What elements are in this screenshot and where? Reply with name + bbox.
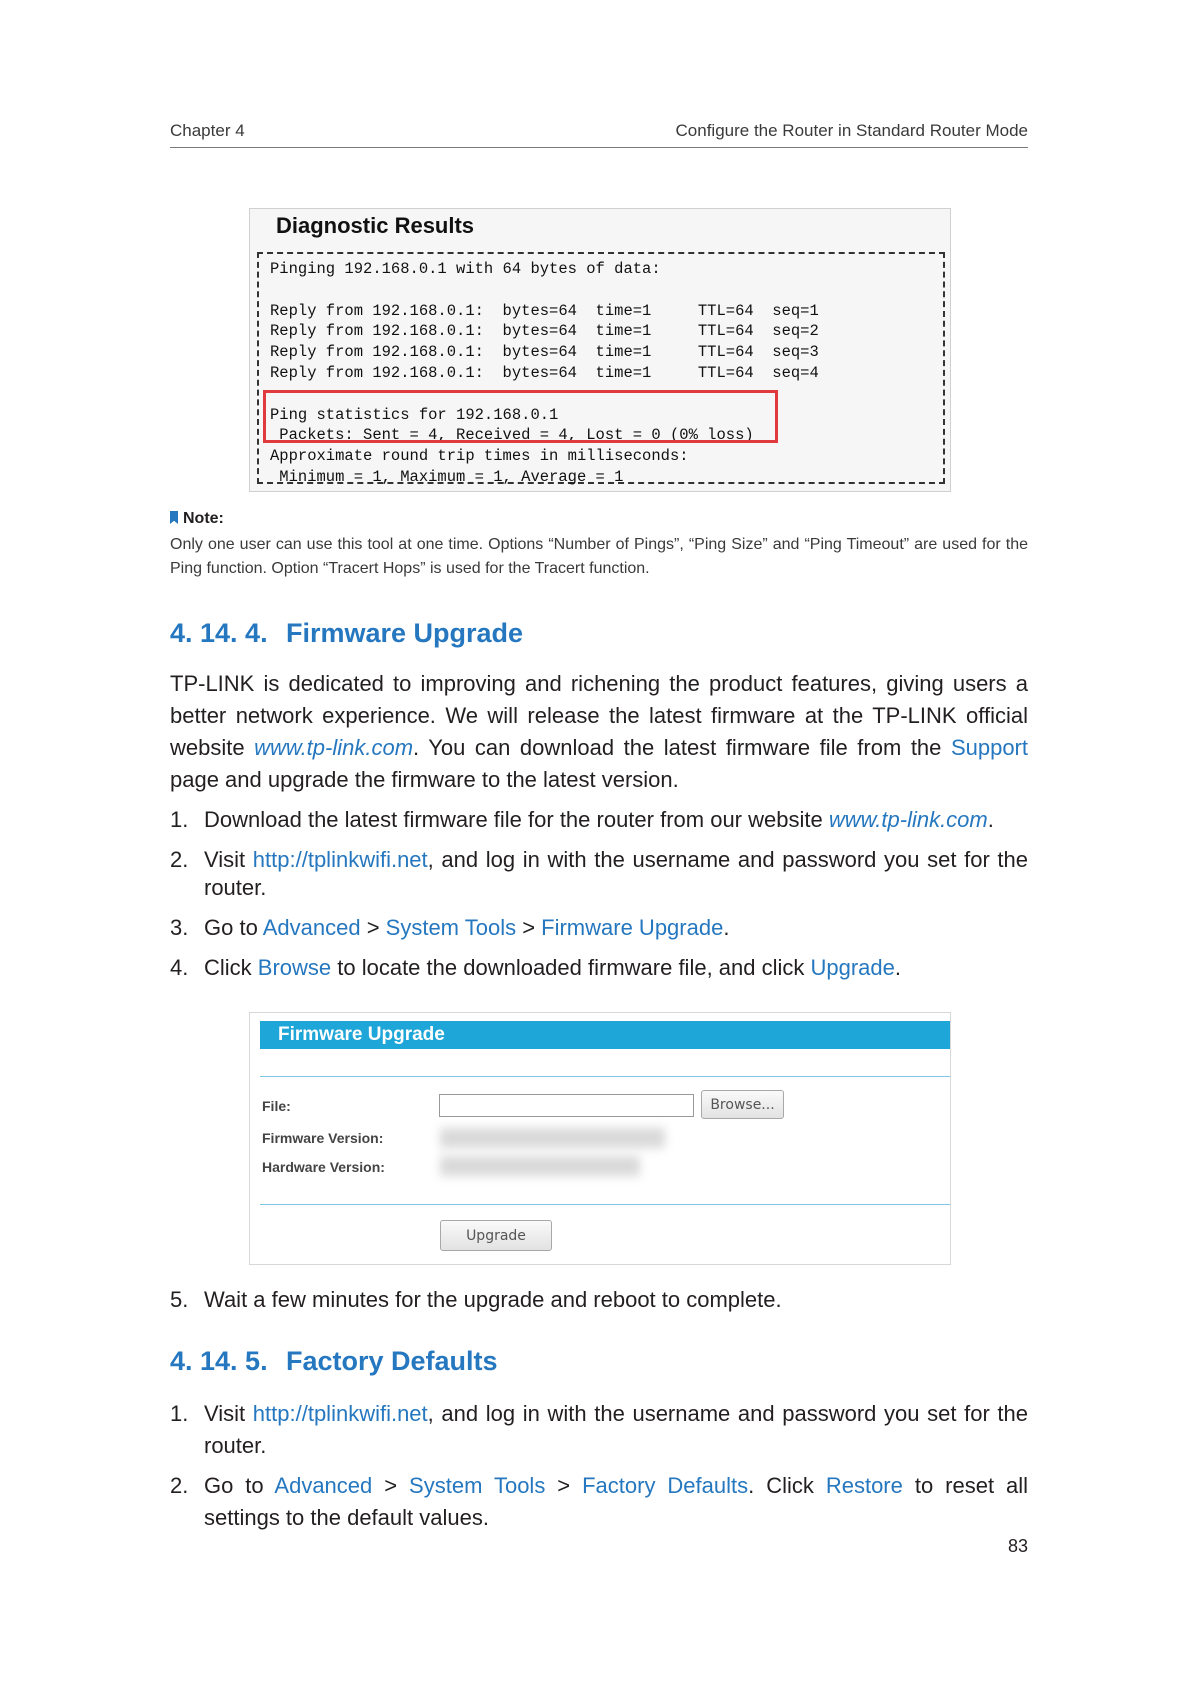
- separator: >: [360, 915, 386, 940]
- section-number: 4. 14. 5.: [170, 1346, 268, 1376]
- file-label: File:: [262, 1098, 291, 1114]
- list-number: 3.: [170, 915, 189, 940]
- upgrade-link[interactable]: Upgrade: [810, 955, 895, 980]
- intro-text: page and upgrade the firmware to the latest version.: [170, 767, 679, 792]
- step-text: , and log in with the username and password you set for the router.: [204, 847, 1028, 900]
- divider: [260, 1076, 950, 1077]
- system-tools-link[interactable]: System Tools: [409, 1473, 546, 1498]
- diagnostic-title: Diagnostic Results: [276, 213, 475, 238]
- hardware-version-label: Hardware Version:: [262, 1159, 385, 1175]
- list-number: 2.: [170, 847, 189, 872]
- list-item: [170, 806, 1028, 834]
- step-text: .: [894, 955, 902, 980]
- firmware-version-value-blurred: [440, 1128, 665, 1148]
- separator: >: [372, 1473, 410, 1498]
- upgrade-button[interactable]: Upgrade: [440, 1220, 552, 1251]
- file-input[interactable]: [439, 1094, 694, 1117]
- system-tools-link[interactable]: System Tools: [385, 915, 517, 940]
- separator: >: [516, 915, 542, 940]
- step-text: Go to: [204, 1473, 275, 1498]
- diagnostic-output: Pinging 192.168.0.1 with 64 bytes of data: Reply from 192.168.0.1: bytes=64 time=1 TTL=64 seq=1 Reply from 192.168.0.1: bytes=64 time=1 TTL=64 seq=2 Reply from 192.168.0.1: bytes=64 time=1 TTL=64 seq=3 Reply from 192.168.0.1: bytes=64 time=1 TTL=64 seq=4 Ping statistics for 192.168.0.1 Packets: Sent = 4, Received = 4, Lost = 0 (0% loss) Approximate round trip times in milliseconds: Minimum = 1, Maximum = 1, Average = 1: [270, 260, 819, 486]
- restore-link[interactable]: Restore: [825, 1473, 903, 1498]
- advanced-link[interactable]: Advanced: [262, 915, 361, 940]
- browse-link[interactable]: Browse: [257, 955, 332, 980]
- tp-link-website-link[interactable]: www.tp-link.com: [828, 807, 988, 832]
- list-item: [170, 1398, 1028, 1462]
- chapter-title: Configure the Router in Standard Router Mode: [675, 121, 1028, 140]
- note-label: Note:: [183, 510, 224, 527]
- list-number: 1.: [170, 807, 189, 832]
- step-text: Click: [204, 955, 258, 980]
- list-number: 5.: [170, 1287, 189, 1312]
- divider: [260, 1204, 950, 1205]
- firmware-version-label: Firmware Version:: [262, 1130, 384, 1146]
- list-item: [170, 846, 1028, 902]
- advanced-link[interactable]: Advanced: [274, 1473, 373, 1498]
- highlight-box: [263, 390, 778, 443]
- section-heading-factory-defaults: [170, 1346, 498, 1377]
- step-text: .: [723, 915, 730, 940]
- step-text: Visit: [204, 847, 253, 872]
- list-number: 2.: [170, 1473, 189, 1498]
- list-item: [170, 914, 1028, 942]
- list-number: 4.: [170, 955, 189, 980]
- list-number: 1.: [170, 1401, 189, 1426]
- chapter-label: Chapter 4: [170, 121, 245, 140]
- step-text: to locate the downloaded firmware file, and click: [331, 955, 811, 980]
- note-heading: [170, 510, 224, 528]
- diagnostic-output-box: [257, 252, 945, 484]
- step-text: , and log in with the username and password you set for the router.: [204, 1401, 1028, 1458]
- page-header: [170, 121, 1028, 148]
- section-number: 4. 14. 4.: [170, 618, 268, 648]
- browse-button[interactable]: Browse...: [701, 1090, 784, 1119]
- step-text: Wait a few minutes for the upgrade and reboot to complete.: [204, 1287, 782, 1312]
- intro-text: . You can download the latest firmware file from the: [413, 735, 951, 760]
- factory-defaults-link[interactable]: Factory Defaults: [582, 1473, 749, 1498]
- intro-text: TP-LINK is dedicated to improving and richening the product features, giving users a better network experience. We will release the latest firmware at the TP-LINK official website: [170, 671, 1028, 760]
- panel-title-bar: Firmware Upgrade: [260, 1021, 950, 1049]
- bookmark-icon: [170, 511, 178, 524]
- firmware-intro-paragraph: [170, 668, 1028, 796]
- tplinkwifi-link[interactable]: http://tplinkwifi.net: [252, 847, 428, 872]
- diagnostic-results-panel: [249, 208, 951, 492]
- step-text: Go to: [204, 915, 263, 940]
- hardware-version-value-blurred: [440, 1156, 640, 1176]
- section-title: Factory Defaults: [286, 1346, 498, 1376]
- step-text: .: [987, 807, 994, 832]
- tplinkwifi-link[interactable]: http://tplinkwifi.net: [252, 1401, 428, 1426]
- step-text: to reset all settings to the default values.: [204, 1473, 1029, 1530]
- list-item: [170, 1470, 1028, 1534]
- firmware-upgrade-panel: [249, 1012, 951, 1265]
- step-text: Visit: [204, 1401, 253, 1426]
- firmware-upgrade-link[interactable]: Firmware Upgrade: [541, 915, 724, 940]
- separator: >: [545, 1473, 583, 1498]
- step-text: . Click: [748, 1473, 826, 1498]
- support-link[interactable]: Support: [950, 735, 1028, 760]
- list-item: [170, 954, 1028, 982]
- tp-link-website-link[interactable]: www.tp-link.com: [254, 735, 414, 760]
- step-text: Download the latest firmware file for the router from our website: [204, 807, 829, 832]
- page-number: 83: [1007, 1536, 1028, 1556]
- note-text: Only one user can use this tool at one time. Options “Number of Pings”, “Ping Size” and “Ping Timeout” are used for the Ping function. Option “Tracert Hops” is used for the Tracert function.: [170, 536, 1028, 577]
- section-heading-firmware-upgrade: [170, 618, 523, 649]
- section-title: Firmware Upgrade: [286, 618, 524, 648]
- list-item: [170, 1286, 1028, 1314]
